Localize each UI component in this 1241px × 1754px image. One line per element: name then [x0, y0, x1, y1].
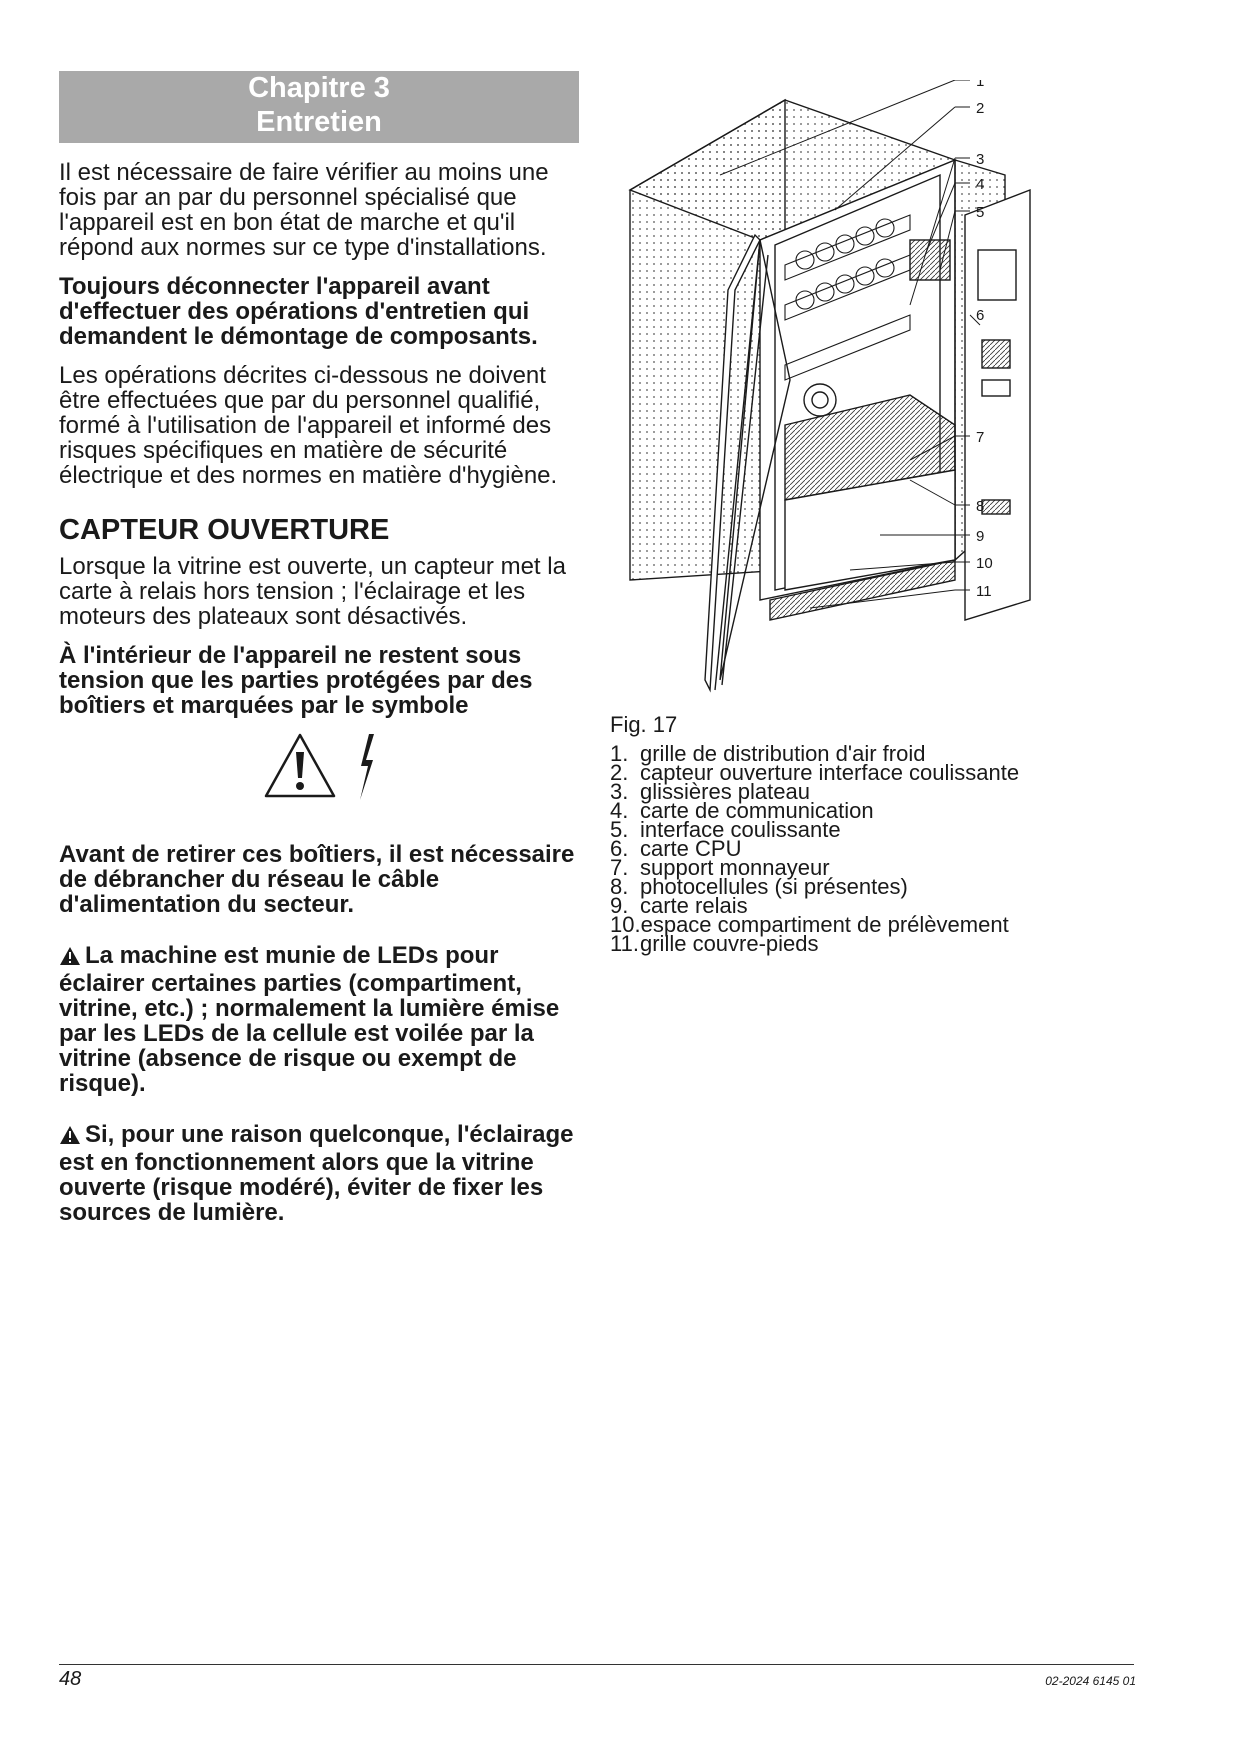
warning-triangle-icon	[59, 1125, 81, 1150]
figure-legend	[610, 741, 1170, 956]
warning-triangle-icon	[263, 732, 337, 805]
callout-6: 6	[976, 307, 985, 324]
callout-4: 4	[976, 176, 985, 193]
page-number: 48	[59, 1668, 82, 1690]
before-removing-paragraph: Avant de retirer ces boîtiers, il est nécessaire de débrancher du réseau le câble d'alimentation du secteur.	[59, 841, 575, 918]
callout-3: 3	[976, 151, 985, 168]
legend-item: 11.grille couvre-pieds	[610, 931, 819, 956]
callout-10: 10	[976, 555, 993, 572]
lightning-bolt-icon	[355, 732, 377, 807]
document-code: 02-2024 6145 01	[1045, 1674, 1136, 1688]
section-title: CAPTEUR OUVERTURE	[59, 514, 390, 546]
chapter-number: Chapitre 3	[248, 72, 390, 104]
sensor-paragraph: Lorsque la vitrine est ouverte, un capteur met la carte à relais hors tension ; l'éclairage et les moteurs des plateaux sont désactivés.	[59, 553, 566, 630]
footer-divider	[59, 1664, 1134, 1665]
figure-caption: Fig. 17	[610, 712, 678, 737]
legend-item: 8. photocellules (si présentes)	[610, 874, 908, 899]
led-warning-paragraph	[59, 1122, 581, 1225]
legend-item: 4. carte de communication	[610, 798, 874, 823]
callout-2: 2	[976, 100, 985, 117]
led-note-text: La machine est munie de LEDs pour éclairer certaines parties (compartiment, vitrine, etc.) ; normalement la lumière émise par les LEDs de la cellule est voilée par la vitrine (absence de risque ou exempt de risque).	[59, 942, 560, 1097]
callout-8: 8	[976, 498, 985, 515]
legend-item: 3. glissières plateau	[610, 779, 810, 804]
disconnect-warning: Toujours déconnecter l'appareil avant d'effectuer des opérations d'entretien qui demandent le démontage de composants.	[59, 273, 538, 350]
legend-item: 5. interface coulissante	[610, 817, 841, 842]
led-warning-text: Si, pour une raison quelconque, l'éclairage est en fonctionnement alors que la vitrine ouverte (risque modéré), éviter de fixer les sources de lumière.	[59, 1121, 574, 1226]
legend-item: 6. carte CPU	[610, 836, 742, 861]
safety-symbols	[59, 732, 581, 824]
led-note-paragraph	[59, 943, 581, 1096]
qualified-staff-paragraph: Les opérations décrites ci-dessous ne doivent être effectuées que par du personnel qualifié, formé à l'utilisation de l'appareil et informé des risques spécifiques en matière de sécurité électrique et des normes en matière d'hygiène.	[59, 362, 558, 489]
chapter-title: Entretien	[256, 106, 382, 138]
callout-9: 9	[976, 528, 985, 545]
callout-1: 1	[976, 80, 985, 90]
callout-5: 5	[976, 204, 985, 221]
intro-paragraph: Il est nécessaire de faire vérifier au moins une fois par an par du personnel spécialisé que l'appareil est en bon état de marche et qu'il répond aux normes sur ce type d'installations.	[59, 159, 549, 261]
legend-item: 1. grille de distribution d'air froid	[610, 741, 926, 766]
legend-item: 10.espace compartiment de prélèvement	[610, 912, 1009, 937]
live-parts-warning: À l'intérieur de l'appareil ne restent sous tension que les parties protégées par des boîtiers et marquées par le symbole	[59, 642, 533, 719]
legend-item: 7. support monnayeur	[610, 855, 830, 880]
chapter-header	[59, 71, 579, 143]
warning-triangle-icon	[59, 946, 81, 971]
main-column	[59, 160, 581, 1239]
callout-7: 7	[976, 429, 985, 446]
legend-item: 2. capteur ouverture interface coulissante	[610, 760, 1020, 785]
machine-diagram	[610, 80, 1200, 700]
callout-11: 11	[976, 583, 992, 600]
legend-item: 9. carte relais	[610, 893, 748, 918]
